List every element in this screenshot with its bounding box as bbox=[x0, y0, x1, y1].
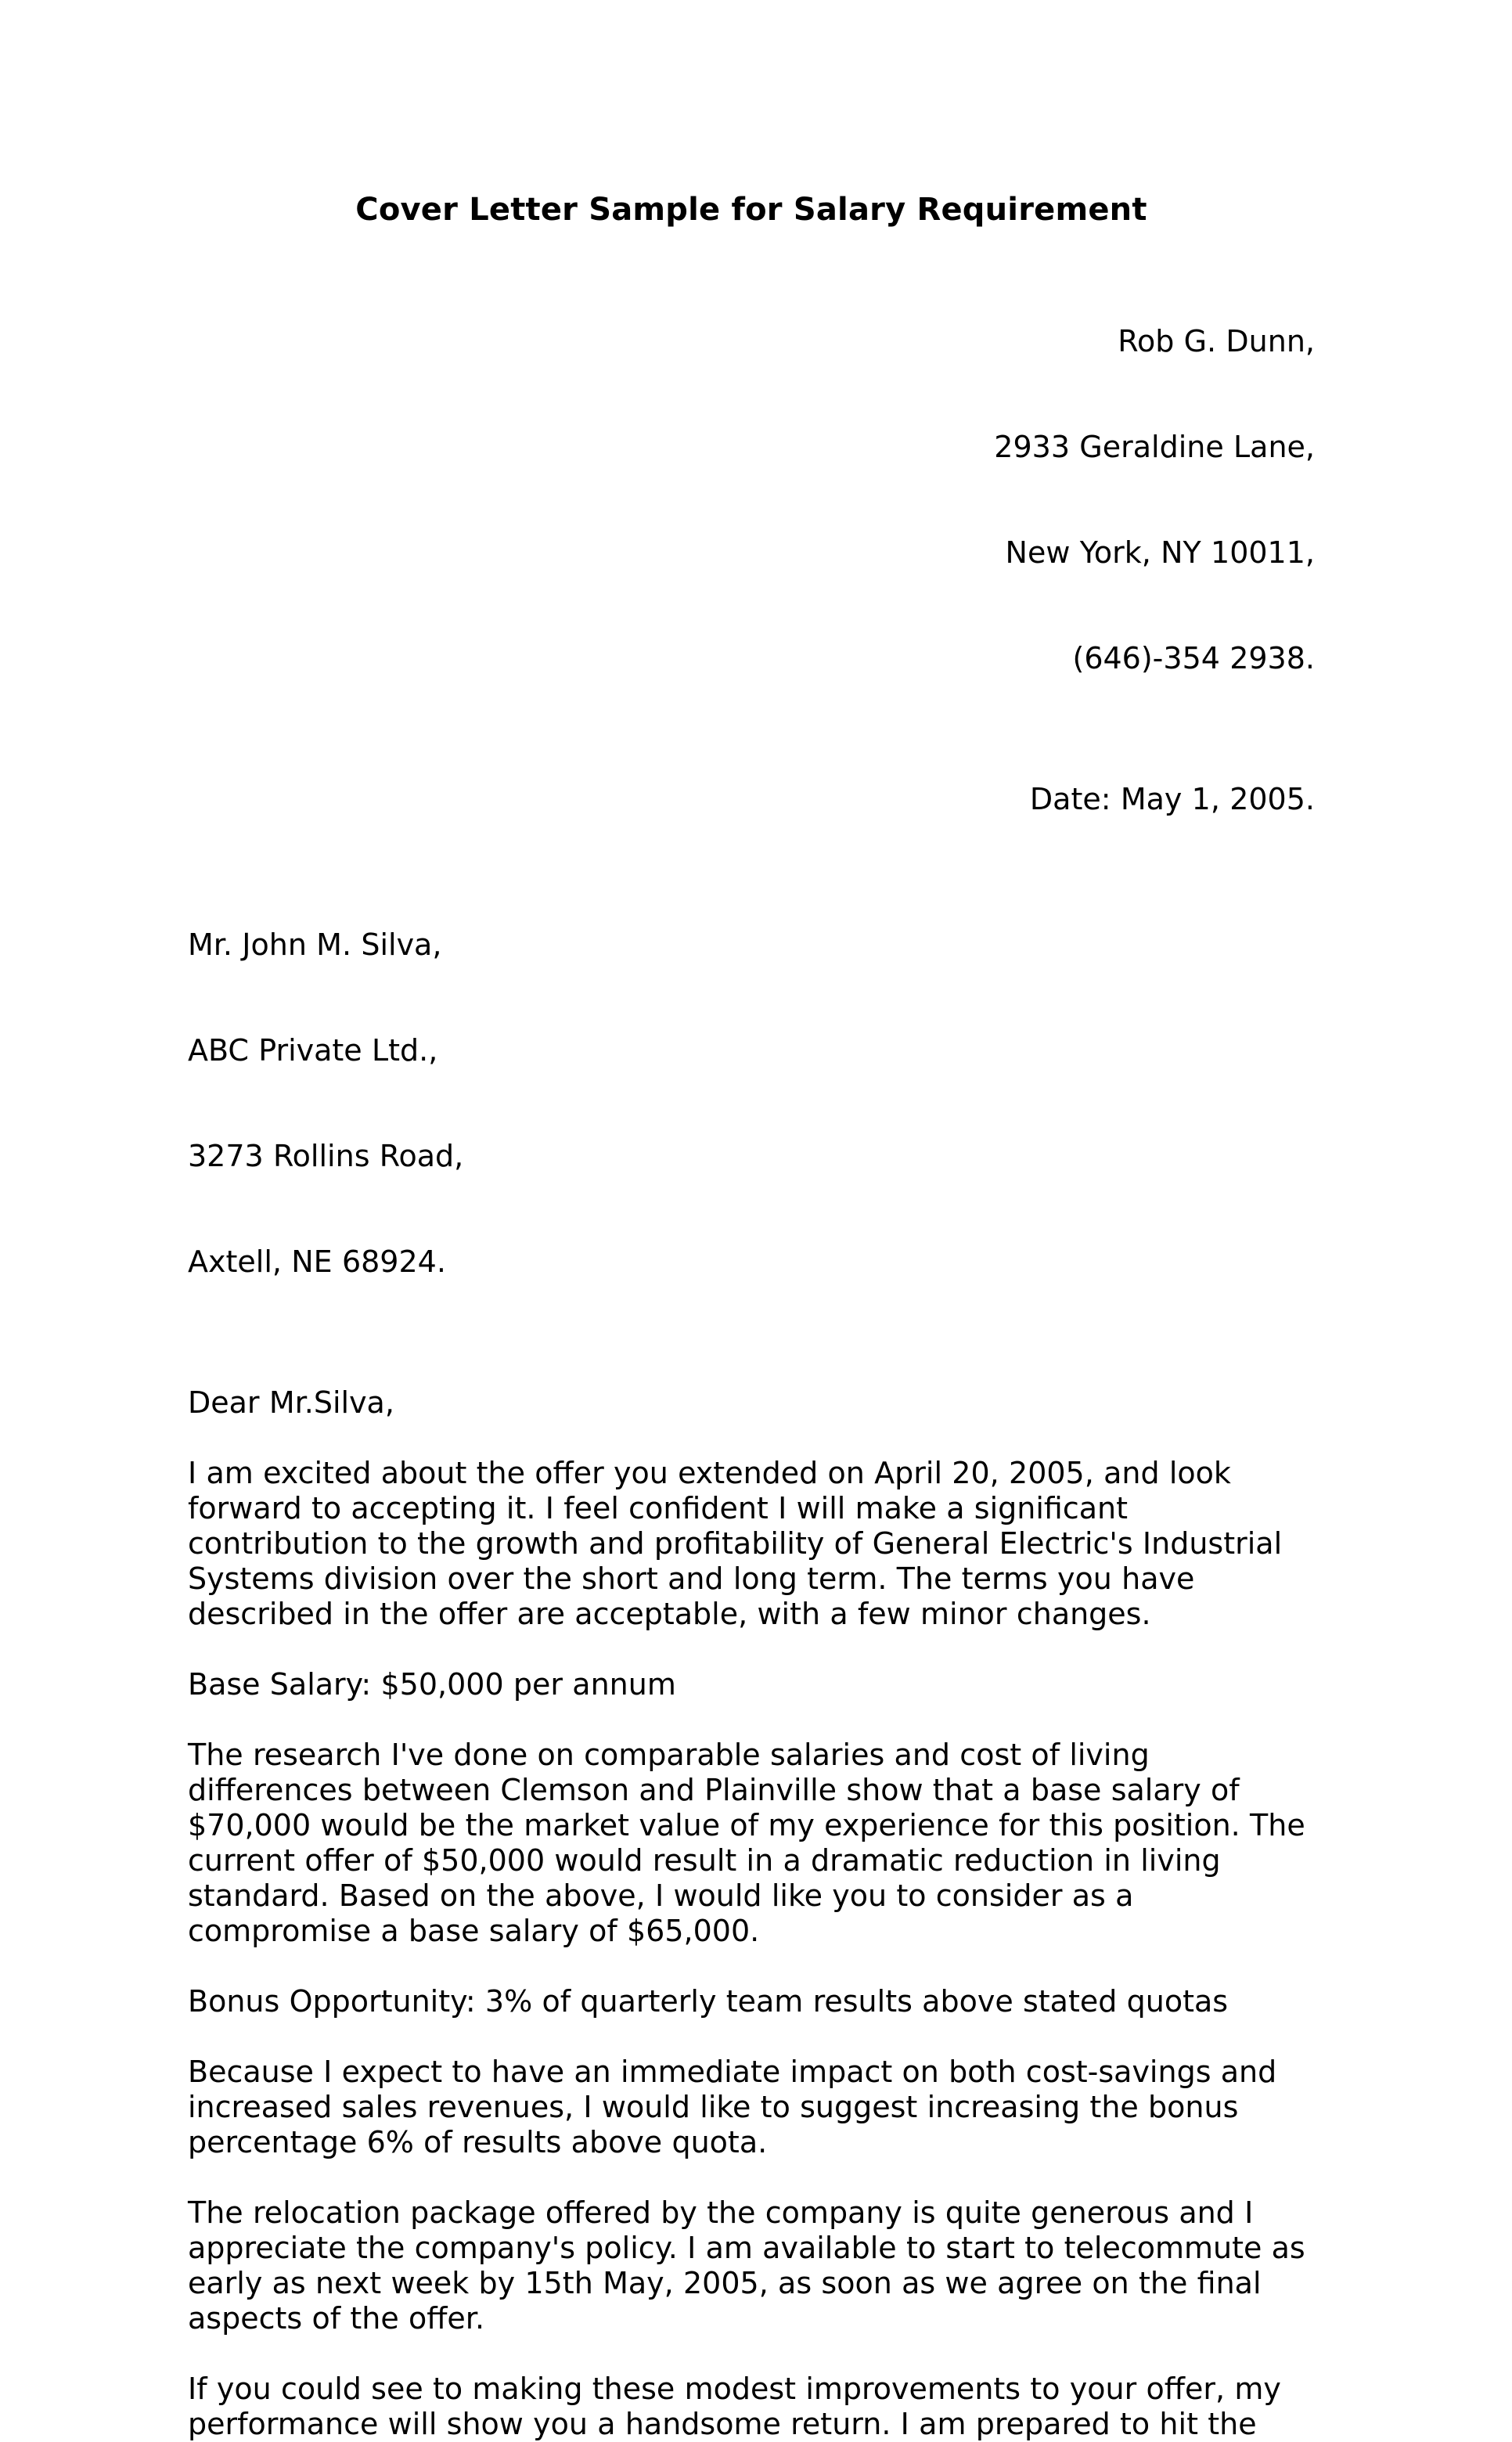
recipient-name: Mr. John M. Silva, bbox=[188, 927, 442, 962]
letter-body bbox=[188, 0, 1315, 2442]
recipient-address-block bbox=[188, 817, 1315, 1350]
page-title: Cover Letter Sample for Salary Requirement bbox=[355, 192, 1147, 228]
sender-address-block bbox=[188, 228, 1315, 747]
body-paragraph: I am excited about the offer you extended on April 20, 2005, and look forward to accepting it. I feel confident I will make a significant contribution to the growth and profitability of General Electric's Industrial Systems division over the short and long term. The terms you have described in the offer are acceptable, with a few minor changes. bbox=[188, 1456, 1292, 1631]
bonus-opportunity-line: Bonus Opportunity: 3% of quarterly team results above stated quotas bbox=[188, 1984, 1229, 2019]
sender-street: 2933 Geraldine Lane, bbox=[994, 430, 1315, 464]
body-paragraph: The research I've done on comparable salaries and cost of living differences between Clemson and Plainville show that a base salary of $70,000 would be the market value of my experience for this position. The current offer of $50,000 would result in a dramatic reduction in living standard. Based on the above, I would like you to consider as a compromise a base salary of $65,000. bbox=[188, 1738, 1315, 1948]
body-paragraph-truncated: If you could see to making these modest improvements to your offer, my performance will show you a handsome return. I am prepared to hit the bbox=[188, 2372, 1291, 2441]
date-line: Date: May 1, 2005. bbox=[1029, 782, 1315, 816]
salutation: Dear Mr.Silva, bbox=[188, 1385, 394, 1420]
recipient-company: ABC Private Ltd., bbox=[188, 1033, 438, 1068]
body-paragraph: Because I expect to have an immediate impact on both cost-savings and increased sales revenues, I would like to suggest increasing the bonus percentage 6% of results above quota. bbox=[188, 2055, 1287, 2159]
base-salary-line: Base Salary: $50,000 per annum bbox=[188, 1667, 676, 1702]
recipient-street: 3273 Rollins Road, bbox=[188, 1139, 464, 1173]
sender-city-state-zip: New York, NY 10011, bbox=[1005, 535, 1315, 570]
body-paragraph: The relocation package offered by the company is quite generous and I appreciate the company's policy. I am available to start to telecommute as early as next week by 15th May, 2005, as soon as we agree on the final aspects of the offer. bbox=[188, 2195, 1316, 2336]
recipient-city-state-zip: Axtell, NE 68924. bbox=[188, 1244, 446, 1279]
sender-name: Rob G. Dunn, bbox=[1118, 324, 1315, 358]
sender-phone: (646)-354 2938. bbox=[1072, 641, 1315, 675]
